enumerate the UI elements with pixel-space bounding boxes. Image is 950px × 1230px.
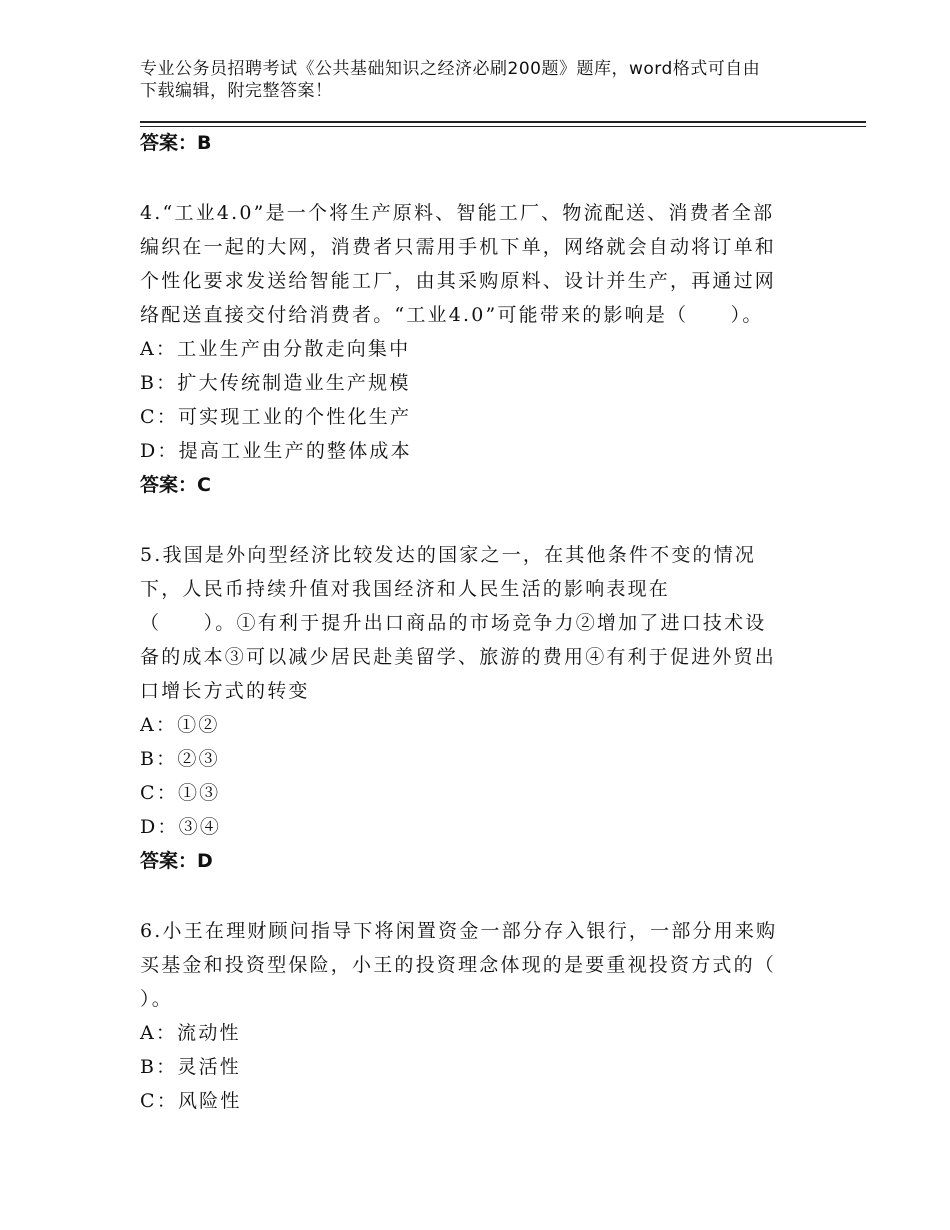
question-text-line: ）。: [140, 988, 173, 1010]
page-header: [140, 58, 820, 102]
question-4: [140, 196, 820, 502]
question-5: [140, 538, 820, 878]
option-b: B：扩大传统制造业生产规模: [140, 372, 411, 394]
option-d: D：③④: [140, 816, 222, 838]
question-text-line: 下，人民币持续升值对我国经济和人民生活的影响表现在: [140, 578, 671, 600]
question-text-line: 络配送直接交付给消费者。“工业4.0”可能带来的影响是（ ）。: [140, 304, 764, 326]
question-text-line: 口增长方式的转变: [140, 680, 310, 702]
option-a: A：工业生产由分散走向集中: [140, 338, 411, 360]
question-text-line: 个性化要求发送给智能工厂，由其采购原料、设计并生产，再通过网: [140, 270, 777, 292]
option-a: A：流动性: [140, 1022, 241, 1044]
question-text-line: 备的成本③可以减少居民赴美留学、旅游的费用④有利于促进外贸出: [140, 646, 777, 668]
option-c: C：风险性: [140, 1090, 242, 1112]
document-body: [140, 126, 820, 1118]
option-d: D：提高工业生产的整体成本: [140, 440, 412, 462]
question-text-line: 编织在一起的大网，消费者只需用手机下单，网络就会自动将订单和: [140, 236, 777, 258]
question-text-line: （ ）。①有利于提升出口商品的市场竞争力②增加了进口技术设: [140, 612, 767, 634]
question-text-line: 买基金和投资型保险，小王的投资理念体现的是要重视投资方式的（: [140, 954, 777, 976]
previous-answer: 答案：B: [140, 132, 212, 154]
header-line-2: 下载编辑，附完整答案！: [140, 81, 333, 101]
question-text-line: 5.我国是外向型经济比较发达的国家之一，在其他条件不变的情况: [140, 544, 757, 566]
option-c: C：①③: [140, 782, 221, 804]
question-6: [140, 914, 820, 1118]
option-b: B：灵活性: [140, 1056, 241, 1078]
question-text-line: 6.小王在理财顾问指导下将闲置资金一部分存入银行，一部分用来购: [140, 920, 778, 942]
option-a: A：①②: [140, 714, 220, 736]
header-rule-thick: [140, 121, 866, 123]
header-line-1: 专业公务员招聘考试《公共基础知识之经济必刷200题》题库，word格式可自由: [140, 59, 761, 79]
option-b: B：②③: [140, 748, 220, 770]
question-text-line: 4.“工业4.0”是一个将生产原料、智能工厂、物流配送、消费者全部: [140, 202, 775, 224]
answer: 答案：D: [140, 850, 213, 872]
answer: 答案：C: [140, 474, 211, 496]
option-c: C：可实现工业的个性化生产: [140, 406, 412, 428]
